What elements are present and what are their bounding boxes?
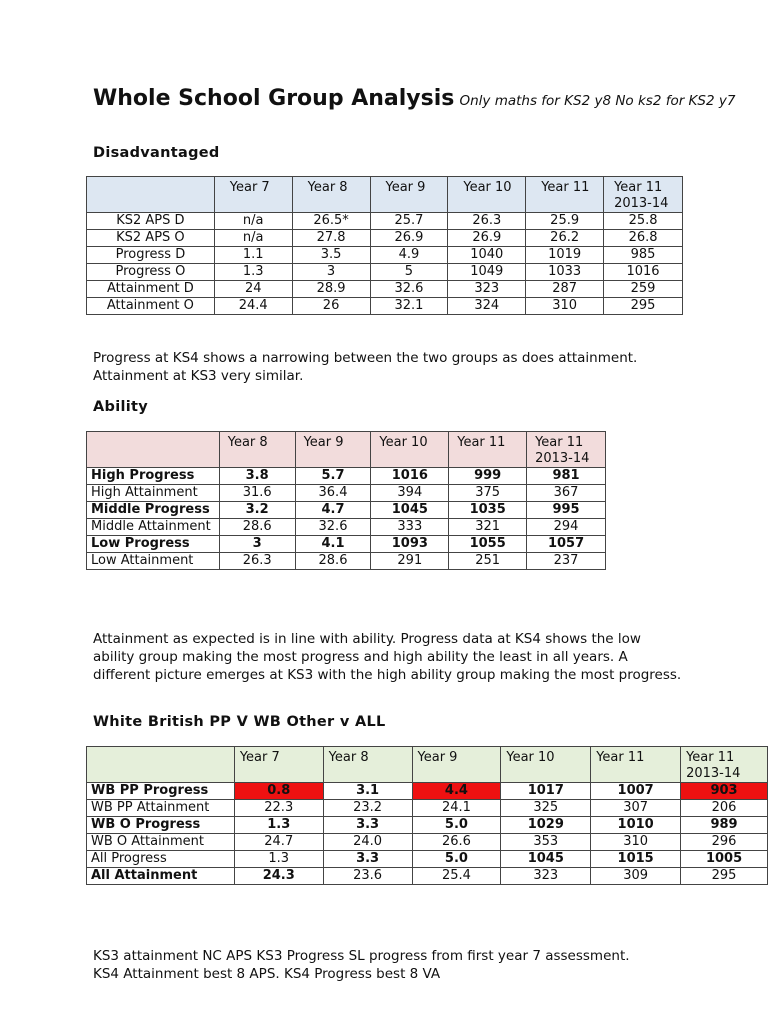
row-label: WB O Attainment <box>87 834 235 851</box>
header-cell: Year 10 <box>501 747 591 783</box>
table-cell: 1016 <box>391 468 428 483</box>
table-cell: 25.7 <box>370 213 448 230</box>
table-cell: 323 <box>448 281 526 298</box>
footer-line-2: KS4 Attainment best 8 APS. KS4 Progress best 8 VA <box>93 966 441 982</box>
header-cell: Year 9 <box>412 747 501 783</box>
page-subtitle: Only maths for KS2 y8 No ks2 for KS2 y7 <box>459 93 736 109</box>
table-cell: 295 <box>604 298 683 315</box>
table-row <box>87 247 683 264</box>
table-cell: 1017 <box>527 783 564 798</box>
footer-line-1: KS3 attainment NC APS KS3 Progress SL progress from first year 7 assessment. <box>93 948 630 964</box>
section-heading-wb: White British PP V WB Other v ALL <box>93 714 386 730</box>
table-cell: 375 <box>449 485 527 502</box>
table-cell: 24.4 <box>214 298 292 315</box>
table-cell: 1093 <box>391 536 428 551</box>
table-row <box>87 553 606 570</box>
table-cell: 32.6 <box>370 281 448 298</box>
header-cell: Year 11 2013-14 <box>527 432 606 468</box>
row-label: WB PP Attainment <box>87 800 235 817</box>
table-row <box>87 536 606 553</box>
table-cell: 981 <box>552 468 580 483</box>
table-cell: 324 <box>448 298 526 315</box>
table-cell: 1035 <box>469 502 506 517</box>
table-cell: 321 <box>449 519 527 536</box>
table-cell: 1055 <box>469 536 506 551</box>
header-cell: Year 11 2013-14 <box>604 177 683 213</box>
table-cell: 3 <box>252 536 262 551</box>
section-heading-ability: Ability <box>93 399 148 415</box>
section-heading-disadvantaged: Disadvantaged <box>93 145 220 161</box>
table-row <box>87 783 768 800</box>
row-label: High Progress <box>91 468 195 483</box>
table-header-row <box>87 747 768 783</box>
table-cell: 4.7 <box>321 502 345 517</box>
table-cell: n/a <box>214 213 292 230</box>
row-label: Attainment O <box>87 298 215 315</box>
table-cell: 309 <box>591 868 681 885</box>
header-cell: Year 8 <box>292 177 370 213</box>
table-cell: 28.6 <box>219 519 295 536</box>
row-label: Low Attainment <box>87 553 220 570</box>
table-cell: 4.9 <box>370 247 448 264</box>
table-cell: 24.3 <box>262 868 295 883</box>
highlighted-cell: 0.8 <box>267 783 291 798</box>
table-cell: 26.6 <box>412 834 501 851</box>
row-label: WB O Progress <box>91 817 201 832</box>
table-cell: 310 <box>591 834 681 851</box>
table-cell: 3.3 <box>356 851 380 866</box>
table-cell: 394 <box>371 485 449 502</box>
table-cell: 25.9 <box>526 213 604 230</box>
table-header-row <box>87 177 683 213</box>
table-cell: 26 <box>292 298 370 315</box>
highlighted-cell: 903 <box>710 783 738 798</box>
table-cell: 3.1 <box>356 783 380 798</box>
table-cell: 1019 <box>526 247 604 264</box>
table-cell: 1.3 <box>234 851 323 868</box>
ability-note: Attainment as expected is in line with ability. Progress data at KS4 shows the low ability group making the most progress and high ability the least in all years. A different picture emerges at KS3 with the high ability group making the most progress. <box>93 631 682 683</box>
table-cell: n/a <box>214 230 292 247</box>
header-cell: Year 8 <box>323 747 412 783</box>
row-label: Middle Attainment <box>87 519 220 536</box>
disadvantaged-table <box>86 176 683 315</box>
table-cell: 1015 <box>617 851 654 866</box>
table-row <box>87 281 683 298</box>
table-row <box>87 485 606 502</box>
table-cell: 995 <box>552 502 580 517</box>
table-cell: 3 <box>292 264 370 281</box>
table-row <box>87 519 606 536</box>
table-cell: 5 <box>370 264 448 281</box>
header-cell: Year 11 <box>449 432 527 468</box>
table-cell: 251 <box>449 553 527 570</box>
table-cell: 3.3 <box>356 817 380 832</box>
title-block <box>93 86 753 111</box>
page-title: Whole School Group Analysis <box>93 86 455 111</box>
table-cell: 3.2 <box>245 502 269 517</box>
table-cell: 25.4 <box>412 868 501 885</box>
table-cell: 3.5 <box>292 247 370 264</box>
table-cell: 31.6 <box>219 485 295 502</box>
table-cell: 206 <box>681 800 768 817</box>
header-cell: Year 11 2013-14 <box>681 747 768 783</box>
row-label: Progress O <box>87 264 215 281</box>
table-cell: 1005 <box>705 851 743 866</box>
table-row <box>87 468 606 485</box>
table-cell: 353 <box>501 834 591 851</box>
table-cell: 5.7 <box>321 468 345 483</box>
table-cell: 291 <box>371 553 449 570</box>
row-label: KS2 APS D <box>87 213 215 230</box>
table-row <box>87 817 768 834</box>
row-label: Middle Progress <box>91 502 210 517</box>
disadvantaged-note: Progress at KS4 shows a narrowing between the two groups as does attainment. Attainment at KS3 very similar. <box>93 350 638 384</box>
row-label: Progress D <box>87 247 215 264</box>
table-cell: 36.4 <box>295 485 371 502</box>
table-header-row <box>87 432 606 468</box>
table-cell: 26.8 <box>604 230 683 247</box>
header-cell: Year 11 <box>591 747 681 783</box>
header-cell: Year 7 <box>234 747 323 783</box>
table-cell: 1033 <box>526 264 604 281</box>
row-label: All Attainment <box>91 868 198 883</box>
table-cell: 1045 <box>391 502 428 517</box>
table-row <box>87 264 683 281</box>
table-cell: 333 <box>371 519 449 536</box>
table-cell: 294 <box>527 519 606 536</box>
header-cell <box>87 177 215 213</box>
table-cell: 989 <box>710 817 738 832</box>
table-cell: 24.1 <box>412 800 501 817</box>
row-label: WB PP Progress <box>91 783 209 798</box>
table-cell: 26.2 <box>526 230 604 247</box>
row-label: KS2 APS O <box>87 230 215 247</box>
table-cell: 24.7 <box>234 834 323 851</box>
header-cell: Year 9 <box>370 177 448 213</box>
table-cell: 1.3 <box>214 264 292 281</box>
table-cell: 287 <box>526 281 604 298</box>
table-cell: 367 <box>527 485 606 502</box>
highlighted-cell: 4.4 <box>444 783 468 798</box>
header-cell: Year 11 <box>526 177 604 213</box>
header-cell <box>87 432 220 468</box>
table-cell: 22.3 <box>234 800 323 817</box>
table-cell: 23.6 <box>323 868 412 885</box>
table-cell: 985 <box>604 247 683 264</box>
table-row <box>87 502 606 519</box>
row-label: Low Progress <box>91 536 190 551</box>
table-cell: 1.3 <box>267 817 291 832</box>
table-cell: 27.8 <box>292 230 370 247</box>
table-cell: 1049 <box>448 264 526 281</box>
table-cell: 26.3 <box>219 553 295 570</box>
table-cell: 32.6 <box>295 519 371 536</box>
table-cell: 26.9 <box>448 230 526 247</box>
table-cell: 4.1 <box>321 536 345 551</box>
table-cell: 259 <box>604 281 683 298</box>
table-cell: 24.0 <box>323 834 412 851</box>
table-row <box>87 213 683 230</box>
table-cell: 1057 <box>547 536 585 551</box>
header-cell <box>87 747 235 783</box>
header-cell: Year 10 <box>371 432 449 468</box>
table-row <box>87 834 768 851</box>
ability-table <box>86 431 606 570</box>
table-cell: 323 <box>501 868 591 885</box>
row-label: Attainment D <box>87 281 215 298</box>
table-cell: 26.9 <box>370 230 448 247</box>
table-row <box>87 868 768 885</box>
table-cell: 310 <box>526 298 604 315</box>
table-cell: 32.1 <box>370 298 448 315</box>
table-cell: 1045 <box>527 851 564 866</box>
header-cell: Year 10 <box>448 177 526 213</box>
table-cell: 28.6 <box>295 553 371 570</box>
table-cell: 5.0 <box>444 851 468 866</box>
header-cell: Year 7 <box>214 177 292 213</box>
table-row <box>87 800 768 817</box>
table-row <box>87 230 683 247</box>
table-cell: 307 <box>591 800 681 817</box>
table-cell: 26.3 <box>448 213 526 230</box>
table-cell: 999 <box>474 468 502 483</box>
table-cell: 1.1 <box>214 247 292 264</box>
wb-table <box>86 746 768 885</box>
table-cell: 5.0 <box>444 817 468 832</box>
table-cell: 1007 <box>617 783 654 798</box>
table-cell: 1029 <box>527 817 564 832</box>
row-label: High Attainment <box>87 485 220 502</box>
row-label: All Progress <box>87 851 235 868</box>
table-cell: 296 <box>681 834 768 851</box>
table-cell: 237 <box>527 553 606 570</box>
table-cell: 23.2 <box>323 800 412 817</box>
table-cell: 3.8 <box>245 468 269 483</box>
table-cell: 295 <box>681 868 768 885</box>
header-cell: Year 9 <box>295 432 371 468</box>
table-cell: 1010 <box>617 817 654 832</box>
table-cell: 1040 <box>448 247 526 264</box>
header-cell: Year 8 <box>219 432 295 468</box>
footer-note <box>93 947 733 983</box>
table-cell: 325 <box>501 800 591 817</box>
table-cell: 25.8 <box>604 213 683 230</box>
table-cell: 1016 <box>604 264 683 281</box>
table-cell: 28.9 <box>292 281 370 298</box>
table-row <box>87 298 683 315</box>
table-cell: 24 <box>214 281 292 298</box>
table-row <box>87 851 768 868</box>
table-cell: 26.5* <box>292 213 370 230</box>
